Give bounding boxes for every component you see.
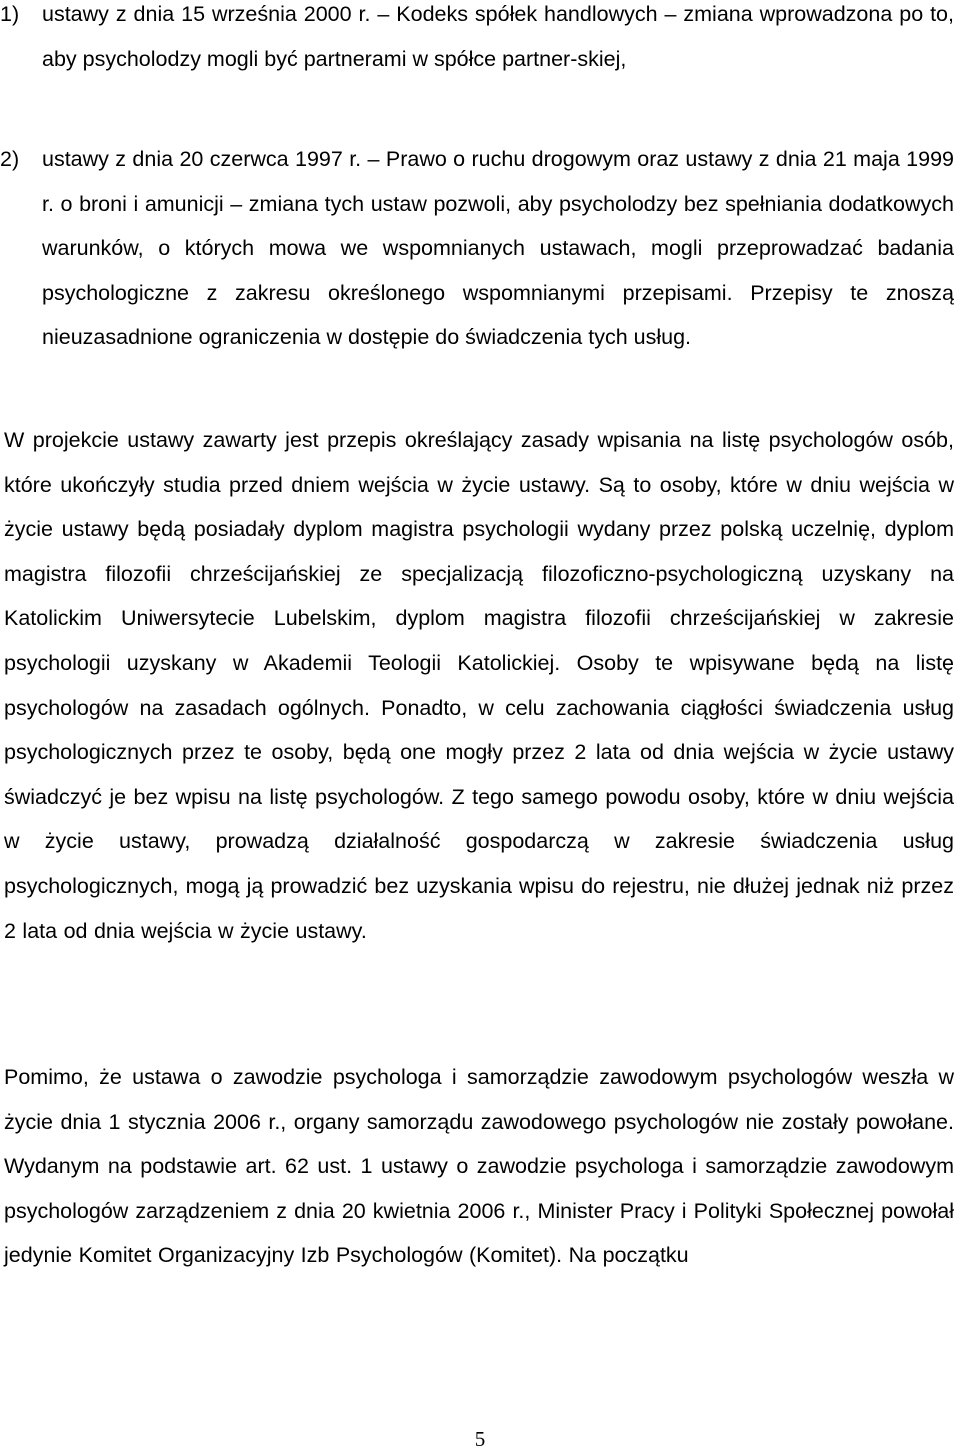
list-item bbox=[0, 137, 954, 405]
list-item-number: 2) bbox=[0, 147, 20, 171]
body-paragraph: W projekcie ustawy zawarty jest przepis określający zasady wpisania na listę psychologów osób, które ukończyły studia przed dniem wejścia w życie ustawy. Są to osoby, które w dniu wejścia w życie ustawy będą posiadały dyplom magistra psychologii wydany przez polską uczelnię, dyplom magistra filozofii chrześcijańskiej ze specjalizacją filozoficzno-psychologiczną uzyskany na Katolickim Uniwersytecie Lubelskim, dyplom magistra filozofii chrześcijańskiej w zakresie psychologii uzyskany w Akademii Teologii Katolickiej. Osoby te wpisywane będą na listę psychologów na zasadach ogólnych. Ponadto, w celu zachowania ciągłości świadczenia usług psychologicznych przez te osoby, będą one mogły przez 2 lata od dnia wejścia w życie ustawy świadczyć je bez wpisu na listę psychologów. Z tego samego powodu osoby, które w dniu wejścia w życie ustawy, prowadzą działalność gospodarczą w zakresie świadczenia usług psychologicznych, mogą ją prowadzić bez uzyskania wpisu do rejestru, nie dłużej jednak niż przez 2 lata od dnia wejścia w życie ustawy. bbox=[4, 428, 954, 943]
list-item-number: 1) bbox=[0, 2, 20, 26]
list-item-text: ustawy z dnia 20 czerwca 1997 r. – Prawo o ruchu drogowym oraz ustawy z dnia 21 maja 1999 r. o broni i amunicji – zmiana tych ustaw pozwoli, aby psycholodzy bez spełniania dodatkowych warunków, o których mowa we wspomnianych ustawach, mogli przeprowadzać badania psychologiczne z zakresu określonego wspomnianymi przepisami. Przepisy te znoszą nieuzasadnione ograniczenia w dostępie do świadczenia tych usług. bbox=[42, 147, 954, 350]
page-number: 5 bbox=[474, 1427, 486, 1451]
list-item bbox=[0, 0, 954, 126]
list-item-text: ustawy z dnia 15 września 2000 r. – Kodeks spółek handlowych – zmiana wprowadzona po to, aby psycholodzy mogli być partnerami w spółce partner-skiej, bbox=[42, 2, 954, 71]
body-paragraph: Pomimo, że ustawa o zawodzie psychologa i samorządzie zawodowym psychologów weszła w życie dnia 1 stycznia 2006 r., organy samorządu zawodowego psychologów nie zostały powołane. Wydanym na podstawie art. 62 ust. 1 ustawy o zawodzie psychologa i samorządzie zawodowym psychologów zarządzeniem z dnia 20 kwietnia 2006 r., Minister Pracy i Polityki Społecznej powołał jedynie Komitet Organizacyjny Izb Psychologów (Komitet). Na początku bbox=[4, 1065, 954, 1268]
